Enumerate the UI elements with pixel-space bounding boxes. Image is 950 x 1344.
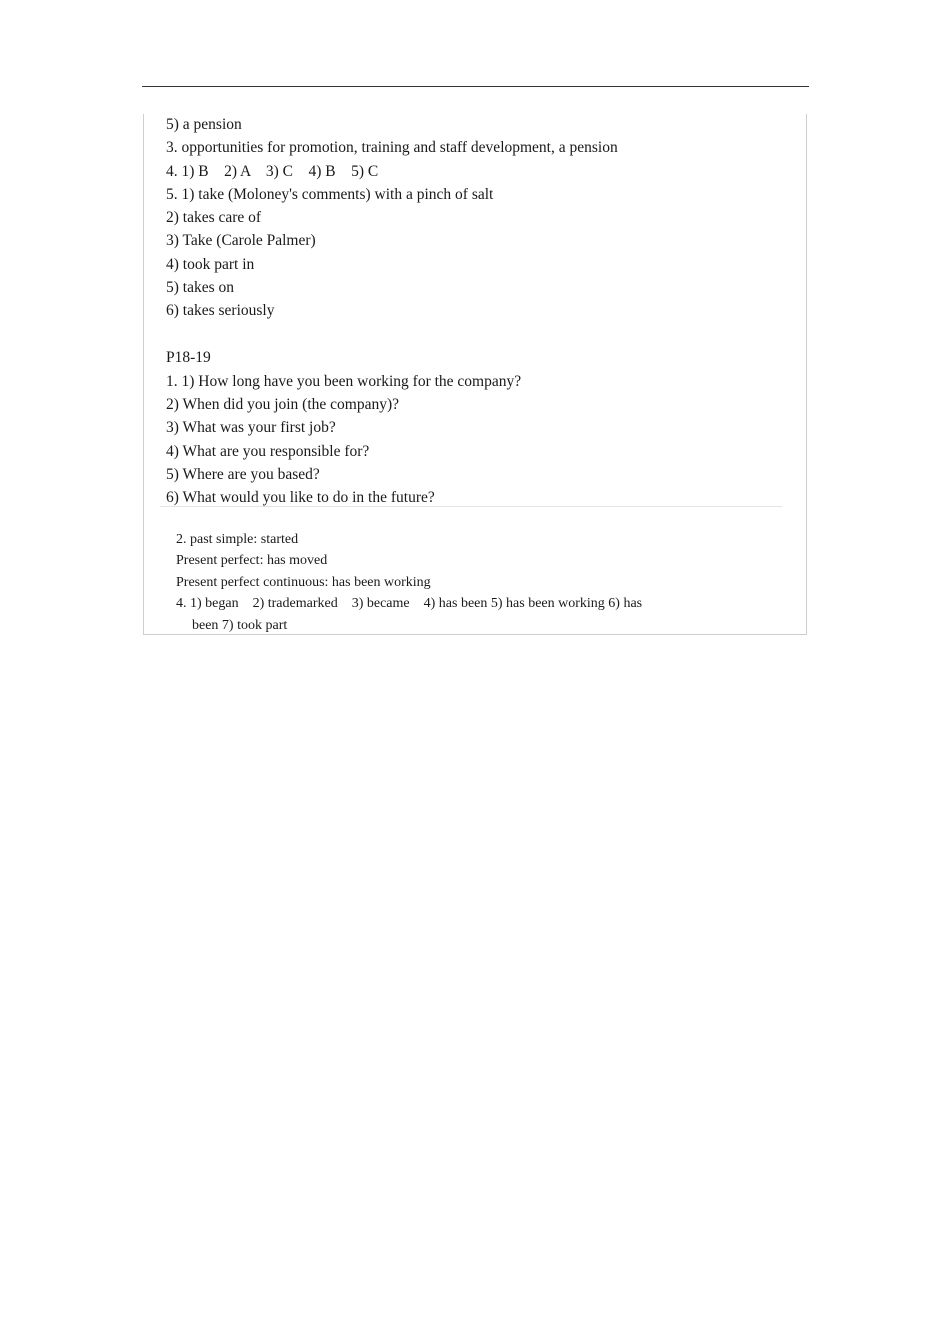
section-gap bbox=[166, 323, 786, 345]
answer-line: 2. past simple: started bbox=[176, 532, 299, 547]
section-divider bbox=[160, 506, 782, 507]
answer-line: 2) takes care of bbox=[166, 209, 262, 227]
answer-line: 4. 1) began 2) trademarked 3) became 4) has been 5) has been working 6) has bbox=[176, 596, 643, 612]
section-heading: P18-19 bbox=[166, 348, 211, 366]
answer-line: 3) What was your first job? bbox=[166, 419, 336, 437]
answer-line-continuation: been 7) took part bbox=[192, 617, 288, 633]
answer-line: 3. opportunities for promotion, training and staff development, a pension bbox=[166, 139, 618, 157]
answer-line: Present perfect: has moved bbox=[176, 553, 328, 569]
answer-line: Present perfect continuous: has been working bbox=[176, 574, 431, 590]
answer-line: 5. 1) take (Moloney's comments) with a pinch of salt bbox=[166, 185, 494, 203]
answer-line: 3) Take (Carole Palmer) bbox=[166, 232, 316, 250]
answer-line: 4) took part in bbox=[166, 255, 255, 273]
answer-line: 4. 1) B 2) A 3) C 4) B 5) C bbox=[166, 162, 379, 180]
answer-line: 5) Where are you based? bbox=[166, 465, 320, 483]
answer-block-upper bbox=[166, 113, 786, 509]
answer-line: 5) a pension bbox=[166, 116, 242, 133]
answer-line: 2) When did you join (the company)? bbox=[166, 395, 400, 413]
answer-line: 4) What are you responsible for? bbox=[166, 442, 370, 460]
answer-line: 5) takes on bbox=[166, 279, 235, 297]
answer-block-lower bbox=[176, 529, 776, 636]
header-rule bbox=[142, 86, 809, 87]
answer-line: 1. 1) How long have you been working for the company? bbox=[166, 372, 522, 390]
answer-line: 6) What would you like to do in the future? bbox=[166, 489, 435, 507]
answer-line: 6) takes seriously bbox=[166, 302, 275, 320]
